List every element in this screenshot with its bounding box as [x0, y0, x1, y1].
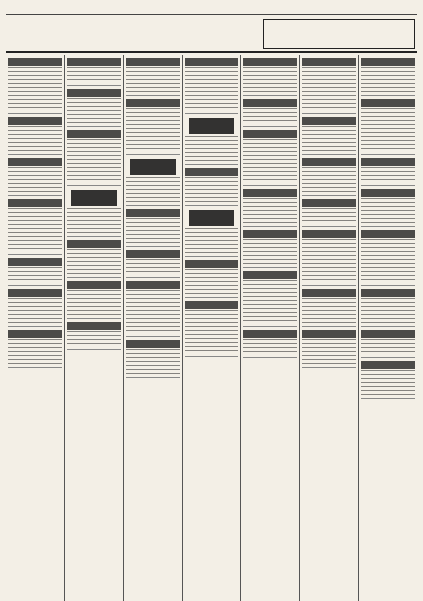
- ad-headline: [243, 130, 297, 138]
- classified-ad: [8, 114, 62, 155]
- ad-body-text: [185, 228, 239, 254]
- ad-body-text: [243, 280, 297, 324]
- ad-body-text: [8, 126, 62, 152]
- ad-headline: [302, 58, 356, 66]
- classified-ad: [361, 155, 415, 186]
- ad-headline: [361, 189, 415, 197]
- ad-body-text: [243, 339, 297, 355]
- classified-ad: [126, 96, 180, 155]
- ad-headline: [302, 289, 356, 297]
- ad-body-text: [126, 177, 180, 203]
- masthead-phones: [6, 17, 261, 51]
- ad-body-text: [67, 139, 121, 183]
- ad-body-text: [361, 239, 415, 283]
- ad-body-text: [361, 339, 415, 355]
- ad-body-text: [67, 98, 121, 124]
- classified-ad: [243, 327, 297, 358]
- classified-ad: [302, 227, 356, 286]
- ad-headline: [361, 230, 415, 238]
- ad-column: [240, 55, 299, 601]
- ad-body-text: [243, 198, 297, 224]
- classified-ad: [185, 298, 239, 357]
- ad-headline: [8, 158, 62, 166]
- classified-ad: [302, 196, 356, 227]
- ad-body-text: [243, 239, 297, 265]
- ad-body-text: [185, 310, 239, 354]
- ad-headline: [67, 240, 121, 248]
- ad-headline: [8, 330, 62, 338]
- ad-headline: [189, 118, 235, 134]
- ad-headline: [8, 117, 62, 125]
- ad-headline: [126, 58, 180, 66]
- ad-body-text: [126, 259, 180, 275]
- classified-ad: [8, 286, 62, 327]
- ad-headline: [126, 281, 180, 289]
- classified-ad: [302, 155, 356, 196]
- classified-ad: [361, 96, 415, 155]
- ad-headline: [126, 340, 180, 348]
- classified-ad: [361, 286, 415, 327]
- masthead: [6, 17, 417, 53]
- ad-headline: [130, 159, 176, 175]
- classified-ad: [126, 155, 180, 206]
- ad-body-text: [243, 108, 297, 124]
- classified-ad: [185, 165, 239, 206]
- ad-body-text: [67, 331, 121, 347]
- ad-headline: [302, 230, 356, 238]
- ad-body-text: [361, 298, 415, 324]
- ad-headline: [243, 58, 297, 66]
- classified-ad: [243, 227, 297, 268]
- ad-headline: [8, 199, 62, 207]
- masthead-title: [263, 19, 415, 49]
- ad-body-text: [185, 136, 239, 162]
- ad-headline: [185, 301, 239, 309]
- classified-ad: [67, 237, 121, 278]
- ad-body-text: [361, 167, 415, 183]
- ad-headline: [8, 58, 62, 66]
- classified-ad: [185, 206, 239, 257]
- ad-headline: [67, 89, 121, 97]
- classified-ad: [8, 155, 62, 196]
- ad-headline: [361, 289, 415, 297]
- ad-body-text: [361, 370, 415, 396]
- classified-ad: [67, 186, 121, 237]
- classified-ad: [302, 55, 356, 114]
- ad-headline: [361, 158, 415, 166]
- classified-ad: [67, 127, 121, 186]
- ad-headline: [189, 210, 235, 226]
- classified-ad: [67, 86, 121, 127]
- classified-ad: [126, 247, 180, 278]
- ad-headline: [126, 209, 180, 217]
- classified-ad: [8, 55, 62, 114]
- ad-column: [182, 55, 241, 601]
- ad-body-text: [361, 67, 415, 93]
- ad-body-text: [8, 67, 62, 111]
- ad-headline: [302, 117, 356, 125]
- ad-body-text: [185, 67, 239, 111]
- ad-headline: [361, 361, 415, 369]
- ad-headline: [185, 168, 239, 176]
- ad-headline: [302, 158, 356, 166]
- ad-body-text: [302, 126, 356, 152]
- classified-ad: [361, 358, 415, 399]
- ad-body-text: [8, 339, 62, 365]
- ad-column: [123, 55, 182, 601]
- ad-headline: [243, 99, 297, 107]
- ad-headline: [302, 330, 356, 338]
- ad-column: [299, 55, 358, 601]
- classified-ad: [302, 327, 356, 368]
- classified-ad: [243, 127, 297, 186]
- ad-column: [358, 55, 417, 601]
- ad-column: [6, 55, 64, 601]
- classified-ad: [361, 186, 415, 227]
- ad-headline: [185, 260, 239, 268]
- classified-ad: [302, 286, 356, 327]
- ad-body-text: [302, 208, 356, 224]
- classified-ad: [361, 55, 415, 96]
- classified-ad: [185, 257, 239, 298]
- ad-body-text: [67, 249, 121, 275]
- classified-ad: [67, 55, 121, 86]
- ad-body-text: [302, 239, 356, 283]
- ad-body-text: [8, 208, 62, 252]
- ad-body-text: [302, 339, 356, 365]
- ad-body-text: [67, 290, 121, 316]
- ad-headline: [243, 330, 297, 338]
- ad-body-text: [302, 167, 356, 193]
- ad-headline: [361, 330, 415, 338]
- ad-body-text: [185, 177, 239, 203]
- ad-body-text: [302, 67, 356, 111]
- ad-headline: [67, 58, 121, 66]
- ad-body-text: [8, 298, 62, 324]
- ad-body-text: [126, 67, 180, 93]
- classified-ad: [126, 278, 180, 337]
- classified-ad: [67, 319, 121, 350]
- page-folio: [6, 4, 417, 15]
- ad-body-text: [67, 208, 121, 234]
- ad-body-text: [185, 269, 239, 295]
- ad-headline: [302, 199, 356, 207]
- ad-headline: [67, 281, 121, 289]
- ad-body-text: [302, 298, 356, 324]
- ad-headline: [126, 250, 180, 258]
- ad-body-text: [126, 290, 180, 334]
- ad-body-text: [361, 198, 415, 224]
- ad-body-text: [8, 267, 62, 283]
- classified-ad: [302, 114, 356, 155]
- classified-ad: [185, 114, 239, 165]
- ad-headline: [8, 258, 62, 266]
- ad-headline: [243, 189, 297, 197]
- ad-body-text: [361, 108, 415, 152]
- ad-headline: [71, 190, 117, 206]
- ad-body-text: [243, 139, 297, 183]
- ad-columns: [6, 55, 417, 601]
- classified-ad: [126, 55, 180, 96]
- classified-ad: [67, 278, 121, 319]
- ad-headline: [361, 58, 415, 66]
- ad-headline: [185, 58, 239, 66]
- ad-headline: [67, 322, 121, 330]
- classified-ad: [243, 55, 297, 96]
- ad-headline: [243, 230, 297, 238]
- classified-ad: [8, 327, 62, 368]
- classified-ad: [8, 255, 62, 286]
- ad-column: [64, 55, 123, 601]
- classified-ad: [243, 268, 297, 327]
- classified-ad: [361, 227, 415, 286]
- ad-body-text: [243, 67, 297, 93]
- ad-headline: [361, 99, 415, 107]
- ad-headline: [8, 289, 62, 297]
- classified-ad: [361, 327, 415, 358]
- ad-body-text: [8, 167, 62, 193]
- classified-ad: [243, 186, 297, 227]
- classified-ad: [126, 337, 180, 378]
- classified-ad: [126, 206, 180, 247]
- ad-body-text: [126, 108, 180, 152]
- ad-body-text: [126, 218, 180, 244]
- classified-ad: [185, 55, 239, 114]
- ad-body-text: [126, 349, 180, 375]
- ad-headline: [243, 271, 297, 279]
- ad-body-text: [67, 67, 121, 83]
- classified-ad: [243, 96, 297, 127]
- classified-ad: [8, 196, 62, 255]
- ad-headline: [126, 99, 180, 107]
- ad-headline: [67, 130, 121, 138]
